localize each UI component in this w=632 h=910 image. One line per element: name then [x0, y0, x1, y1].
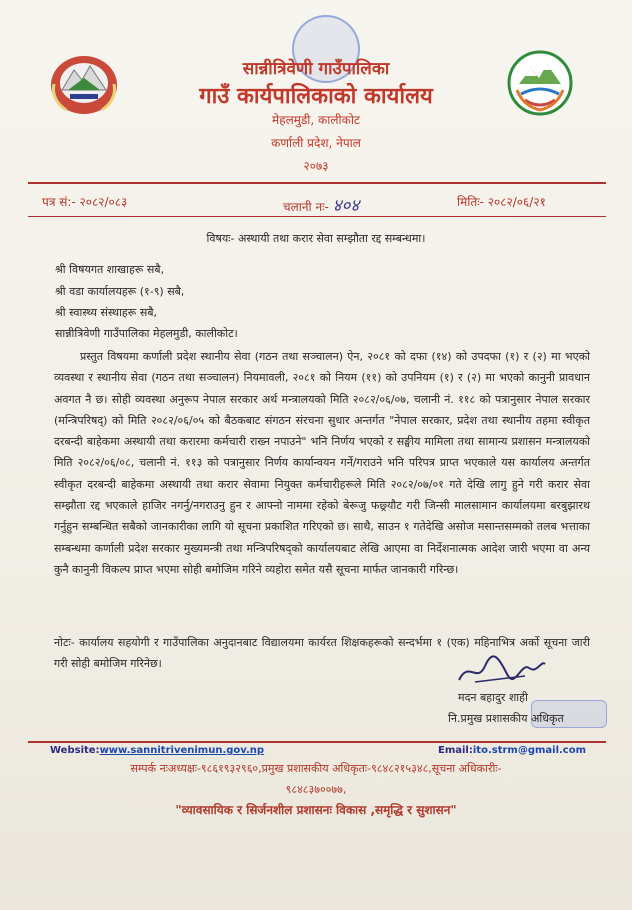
office-slogan: "व्यावसायिक र सिर्जनशील प्रशासनः विकास ,समृद्धि र सुशासन": [175, 803, 457, 817]
body-paragraph: प्रस्तुत विषयमा कर्णाली प्रदेश स्थानीय सेवा (गठन तथा सञ्चालन) ऐन, २०८१ को दफा (१४) को उपदफा (१) र (२) मा भएको व्यवस्था र स्थानीय सेवा (गठन तथा सञ्चालन) नियमावली, २०८१ को नियम (११) को उपनियम (१) र (२) मा भएको कानुनी प्रावधान अवगत नै छ। सोही व्यवस्था अनुरूप नेपाल सरकार अर्थ मन्त्रालयको मिति २०८२/०६/०७, चलानी नं. ११८ को पत्रानुसार नेपाल सरकार (मन्त्रिपरिषद्) को मिति २०८२/०६/०५ को बैठकबाट संगठन संरचना सुधार अन्तर्गत "नेपाल सरकार, प्रदेश तथा स्थानीय तहमा स्वीकृत दरबन्दी बाहेकमा अस्थायी तथा करारमा कर्मचारी राख्न नपाउने" भनि निर्णय भएको र सङ्घीय मामिला तथा सामान्य प्रशासन मन्त्रालयको मिति २०८२/०६/०८, चलानी नं. ११३ को पत्रानुसार निर्णय कार्यान्वयन गर्ने/गराउने भनि परिपत्र प्राप्त भएकाले यस कार्यालय अन्तर्गत स्वीकृत दरबन्दी बाहेकमा अस्थायी तथा करार सेवामा नियुक्त कर्मचारीहरूले मिति २०८२/०७/०१ गते देखि लागु हुने गरी करार सेवा सम्झौता रद्द भएकाले हाजिर नगर्नु/नगराउनु हुन र आफ्नो नाममा रहेको बेरूजु फछ्र्यौट गरी जिन्सी मालसामान कार्यालयमा बरबुझारथ गर्नुहुन सम्बन्धित सबैको जानकारीका लागि यो सूचना प्रकाशित गरिएको छ। साथै, साउन १ गतेदेखि असोज मसान्तसम्मको तलब भत्ताका सम्बन्धमा कर्णाली प्रदेश सरकार मुख्यमन्त्री तथा मन्त्रिपरिषद्को कार्यालयबाट लेखि आएमा वा निर्देशनात्मक आदेश जारी भएमा वा अन्य कुनै कानुनी विकल्प प्राप्त भएमा सोही बमोजिम गरिने व्यहोरा समेत यसै सूचना मार्फत जानकारी गरिन्छ।: [54, 350, 590, 576]
signatory-title: नि.प्रमुख प्रशासकीय अधिकृत: [448, 712, 564, 725]
province-country: कर्णाली प्रदेश, नेपाल: [271, 136, 361, 150]
meta-divider: [28, 216, 606, 217]
office-location: मेहलमुडी, कालीकोट: [272, 113, 360, 127]
header-divider: [28, 182, 606, 184]
addressee-line: श्री स्वास्थ्य संस्थाहरू सबै,: [55, 306, 158, 319]
established-year: २०७३: [303, 159, 329, 173]
letter-date: मितिः- २०८२/०६/२१: [457, 195, 546, 209]
addressee-line: श्री विषयगत शाखाहरू सबै,: [55, 263, 165, 276]
dispatch-label: चलानी नः-: [283, 200, 329, 214]
dispatch-value: ४०४: [332, 196, 360, 216]
addressee-line: सान्नीत्रिवेणी गाउँपालिका मेहलमुडी, कालीकोट।: [55, 327, 238, 340]
website-link[interactable]: www.sannitrivenimun.gov.np: [99, 745, 265, 756]
footer-divider: [28, 741, 606, 743]
letter-body: [54, 346, 590, 580]
website-label: Website:: [50, 745, 100, 756]
letter-note: नोटः- कार्यालय सहयोगी र गाउँपालिका अनुदानबाट विद्यालयमा कार्यरत शिक्षकहरूको सन्दर्भमा १ (एक) महिनाभित्र अर्को सूचना जारी गरी सोही बमोजिम गरिनेछ।: [54, 636, 590, 670]
letter-subject: विषयः- अस्थायी तथा करार सेवा सम्झौता रद्द सम्बन्धमा।: [206, 232, 426, 245]
dispatch-number: [283, 193, 359, 216]
contact-numbers-cont: ९८४८३७००७७,: [285, 783, 347, 796]
contact-numbers: सम्पर्क नःअध्यक्षः-९८६१९३२९६०,प्रमुख प्रशासकीय अधिकृतः-९८४८२१५३४८,सूचना अधिकारीः-: [130, 762, 502, 775]
municipality-name: सान्नीत्रिवेणी गाउँपालिका: [242, 59, 390, 79]
email-label: Email:: [438, 745, 473, 756]
website: [50, 745, 264, 756]
handwritten-signature: [455, 654, 547, 688]
email: [438, 745, 586, 756]
email-address[interactable]: ito.strm@gmail.com: [472, 745, 587, 756]
addressee-line: श्री वडा कार्यालयहरू (१-९) सबै,: [55, 285, 185, 298]
letter-reference: पत्र सं:- २०८२/०८३: [42, 195, 128, 209]
signatory-name: मदन बहादुर शाही: [458, 691, 528, 704]
office-title: गाउँ कार्यपालिकाको कार्यालय: [199, 84, 433, 109]
